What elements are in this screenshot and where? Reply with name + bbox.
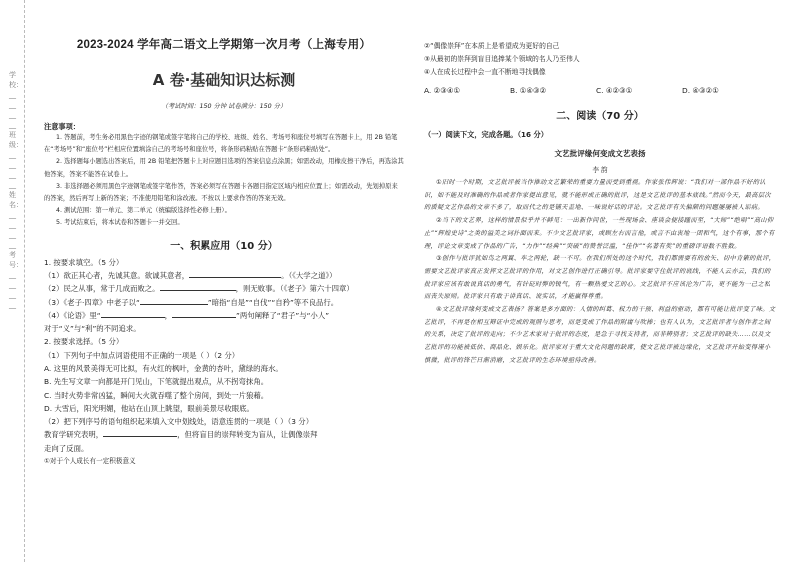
option-a[interactable]: A. 这里的风景美得无可比拟，有火红的枫叶，金黄的杏叶，黛绿的海水。 — [44, 364, 283, 373]
answer-options — [424, 84, 776, 97]
question-2-2: （2）把下列序号的语句组织起来填入文中划线处，语意连贯的一项是（ ）（3 分） — [44, 417, 314, 427]
answer-blank[interactable] — [101, 309, 165, 318]
article-paragraph: ①旧时一个时期，文艺批评被当作推动文艺繁荣的重要力量而受到重视。作家张伟辉说：“我们对一部作品不好的认识，如不能及时准确的作品或者作家提出意见，就不能形成正确的批评，这是文艺批评的基本底线。”然而今天，最高层次的质疑文艺作品的文章不多了，取而代之的是铺天盖地、一味说好话的评论。文艺批评有失偏颇的问题屡屡被人诟病。 — [424, 179, 771, 212]
notice-title: 注意事项： — [44, 122, 80, 131]
article-paragraph: ④文艺批评缘何变成文艺表扬？答案是多方面的：人情的纠葛、权力的干预、利益的驱动，都有可能让批评变了味。文艺批评，不再是在相互辩证中完成的观照与思考，而是变成了作品的附庸与吹捧；也有人认为，文艺批评者与创作者之间的关系，决定了批评的走向；不少艺术家对于批评的态度，是急于寻找支持者，而非辨别者；文艺批评的缺失……以及文艺批评的功能被低估、商品化、娱乐化。批评家对于重大文化问题的缺席，使文艺批评被边缘化，文艺批评开始变得谨小慎微，批评的锋芒日渐消磨，文艺批评的生态环境亟待改善。 — [424, 306, 776, 364]
article-paragraph: ②当下的文艺界，这样的情景似乎并不鲜见：一出新作问世，一些现场会、座谈会便接踵而至，“大师”“绝唱”“高山仰止”“辉煌史诗”之类的溢美之词扑面而来。不少文艺批评家，或顾左右而言他，或言不由衷地一团和气，这个有事，那个有理，评论文章变成了作品的广告，“力作”“经典”“突破”的赞誉泛滥，“佳作”“名著有奖”的重磅评语数不胜数。 — [424, 217, 775, 250]
binding-margin-text: 学校：________ 班级：________ 姓名：________ 考号：________ — [9, 71, 23, 309]
text-part: ，但将盲目的崇拜转变为盲从，让偶像崇拜 — [177, 430, 318, 440]
question-1-line — [44, 282, 404, 295]
question-2-2-text — [44, 428, 404, 441]
section-heading-reading: 二、阅读（70 分） — [556, 111, 644, 122]
question-1-tail: 对于“义”与“利”的不同追求。 — [44, 324, 141, 334]
question-1-line: （4）《论语》里“ ， ”两句阐释了“君子”与“小人” — [44, 310, 330, 320]
line-text: ”两句阐释了“君子”与“小人” — [235, 310, 330, 320]
line-text: ，则无败事。（《老子》第六十四章） — [235, 284, 354, 294]
article-author: 李 韵 — [592, 166, 608, 174]
notice-item: 1. 答题前，考生务必用黑色字迹的钢笔或签字笔将自己的学校、班级、姓名、考场号和座位号填写在答题卡上，用 2B 铅笔在“考场号”和“座位号”栏相应位置填涂自己的考场号和座位号，将条形码粘贴在答题卡“条形码粘贴处”。 — [44, 134, 398, 154]
option-c[interactable]: C. 当时火势非常凶猛，瞬间大火就吞噬了整个房间，到处一片狼藉。 — [44, 390, 269, 400]
text-part: 教育学研究表明， — [44, 430, 104, 440]
question-2-1: （1）下列句子中加点词语使用不正确的一项是（ ）（2 分） — [44, 350, 240, 360]
line-text: （1）欲正其心者，先诚其意。欲诚其意者， — [44, 270, 190, 280]
notice-item: 2. 选择题每小题选出答案后，用 2B 铅笔把答题卡上对应题目选项的答案信息点涂黑；如需改动，用橡皮擦干净后，再选涂其他答案，答案不能答在试卷上。 — [44, 158, 404, 178]
question-2-stem: 2. 按要求选择。（5 分） — [44, 337, 124, 347]
line-text: （4）《论语》里“ — [44, 310, 101, 320]
article-title: 文艺批评缘何变成文艺表扬 — [554, 149, 646, 158]
answer-blank[interactable] — [103, 428, 177, 437]
sentence-item: ②“偶像崇拜”在本质上是希望成为更好的自己 — [424, 42, 560, 50]
answer-blank[interactable] — [140, 296, 208, 305]
line-text: 。（《大学之道》） — [281, 270, 337, 280]
exam-subtitle: A 卷·基础知识达标测 — [152, 71, 296, 89]
question-1-line — [44, 296, 404, 309]
binding-margin — [2, 0, 25, 562]
line-text: ”暗指“自是”“自伐”“自矜”等不良品行。 — [207, 297, 339, 307]
reading-instruction: （一）阅读下文，完成各题。（16 分） — [424, 130, 548, 139]
sentence-item: ①对于个人成长有一定积极意义 — [44, 457, 136, 466]
answer-blank[interactable] — [189, 269, 281, 278]
answer-blank[interactable] — [172, 309, 236, 318]
option-d[interactable]: D. ④③②① — [682, 86, 719, 95]
option-a[interactable]: A. ②③④① — [424, 86, 461, 95]
answer-blank[interactable] — [160, 282, 236, 291]
notice-item: 4. 测试范围：第一单元、第二单元（统编版选择性必修上册）。 — [56, 207, 231, 215]
question-1-stem: 1. 按要求填空。（5 分） — [44, 257, 124, 267]
left-column — [44, 36, 404, 556]
notice-item: 5. 考试结束后，将本试卷和答题卡一并交回。 — [56, 219, 184, 227]
exam-info: （考试时间：150 分钟 试卷满分：150 分） — [161, 103, 287, 110]
option-c[interactable]: C. ④②③① — [596, 86, 633, 95]
exam-title: 2023-2024 学年高二语文上学期第一次月考（上海专用） — [76, 39, 372, 51]
question-2-2-text-tail: 走向了反面。 — [44, 443, 89, 453]
section-heading-accumulation: 一、积累应用（10 分） — [170, 240, 278, 252]
right-column — [424, 40, 776, 556]
option-b[interactable]: B. ①④③② — [510, 86, 547, 95]
notice-item: 3. 非选择题必须用黑色字迹钢笔或签字笔作答，答案必须写在答题卡各题目指定区域内相应位置上；如需改动，先划掉原来的答案，然后再写上新的答案；不准使用铅笔和涂改液。不按以上要求作答的答案无效。 — [44, 182, 398, 203]
line-text: （2）民之从事，常于几成而败之。 — [44, 284, 160, 294]
question-1-line — [44, 269, 404, 282]
sentence-item: ③从最初的崇拜到盲目追捧某个领域的名人乃至伟人 — [424, 55, 580, 63]
article-paragraph: ③创作与批评犹如鸟之两翼、车之两轮，缺一不可。在我们所处的这个时代，我们都需要有的放矢、切中肯綮的批评，需要文艺批评家真正发挥文艺批评的作用，对文艺创作进行正确引导。批评家要守住批评的底线，不能人云亦云，我们的批评家应该有敢说真话的勇气，有针砭时弊的锐气，有一颗热爱文艺的心。文艺批评不应该沦为广告，更不能为一己之私而丧失原则。批评家只有敢于讲真话、说实话，才能赢得尊重。 — [424, 255, 776, 301]
sentence-item: ④人在成长过程中会一直不断地寻找偶像 — [424, 68, 546, 76]
line-text: （3）《老子·四章》中老子以“ — [44, 297, 140, 307]
option-b[interactable]: B. 先生写文章一向都是开门见山，下笔就提出观点，从不拐弯抹角。 — [44, 377, 269, 387]
option-d[interactable]: D. 大雪后，阳光明媚，他站在山顶上眺望，眼前美景尽收眼底。 — [44, 403, 254, 413]
